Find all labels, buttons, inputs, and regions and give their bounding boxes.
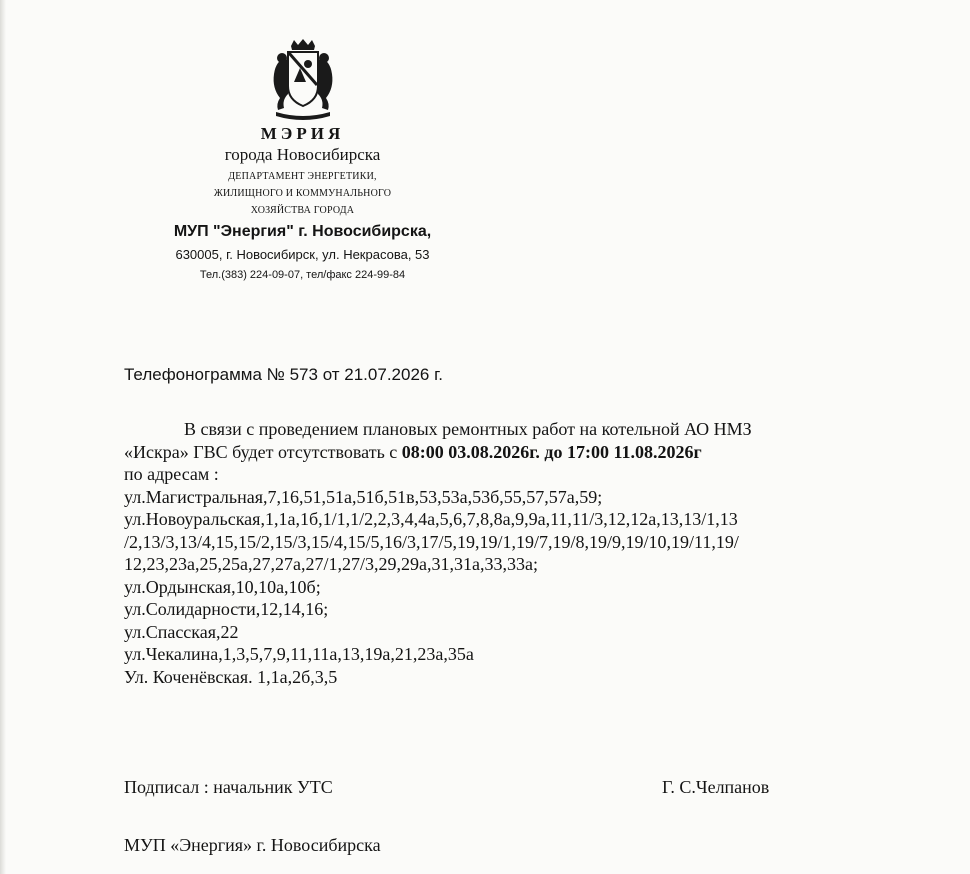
address-line: 12,23,23а,25,25а,27,27а,27/1,27/3,29,29а,31,31а,33,33а; [124,554,538,574]
telephonogram-title: Телефонограмма № 573 от 21.07.2026 г. [124,365,443,384]
notice-line [124,441,924,464]
department-line: ЖИЛИЩНОГО И КОММУНАЛЬНОГО [213,188,392,199]
signer-name: Г. С.Челпанов [662,777,770,797]
notice-line: В связи с проведением плановых ремонтных работ на котельной АО НМЗ [184,419,752,439]
department-line: ХОЗЯЙСТВА ГОРОДА [250,205,355,216]
signed-by-label: Подписал : начальник УТС [124,777,333,797]
notice-text: «Искра» ГВС будет отсутствовать с [124,441,402,462]
organization-phones: Тел.(383) 224-09-07, тел/факс 224-99-84 [199,269,406,281]
notice-body [124,418,924,688]
address-line: Ул. Коченёвская. 1,1а,2б,3,5 [124,666,338,687]
department-line: ДЕПАРТАМЕНТ ЭНЕРГЕТИКИ, [228,171,377,182]
address-list [124,486,924,689]
organization-address: 630005, г. Новосибирск, ул. Некрасова, 53 [175,247,430,262]
address-line: ул.Солидарности,12,14,16; [124,599,329,619]
page-edge-shadow [0,0,6,874]
novosibirsk-coat-of-arms-icon [258,38,348,122]
address-line: ул.Ордынская,10,10а,10б; [124,576,321,597]
address-line: ул.Чекалина,1,3,5,7,9,11,11а,13,19а,21,23а,35а [124,644,474,664]
footer-organization: МУП «Энергия» г. Новосибирска [124,835,381,855]
address-line: ул.Новоуральская,1,1а,1б,1/1,1/2,2,3,4,4а,5,6,7,8,8а,9,9а,11,11/3,12,12а,13,13/1,13 [124,509,738,529]
address-line: ул.Магистральная,7,16,51,51а,51б,51в,53,53а,53б,55,57,57а,59; [124,486,603,507]
outage-period: 08:00 03.08.2026г. до 17:00 11.08.2026г [401,441,702,462]
letterhead [130,38,475,284]
mayor-office-title: МЭРИЯ [260,124,345,143]
department-name [130,168,475,219]
organization-name: МУП "Энергия" г. Новосибирска, [173,223,432,240]
address-line: ул.Спасская,22 [124,621,239,642]
city-name: города Новосибирска [224,145,381,164]
address-line: /2,13/3,13/4,15,15/2,15/3,15/4,15/5,16/3,17/5,19,19/1,19/7,19/8,19/9,19/10,19/11,19/ [124,531,739,552]
addresses-intro: по адресам : [124,464,219,484]
